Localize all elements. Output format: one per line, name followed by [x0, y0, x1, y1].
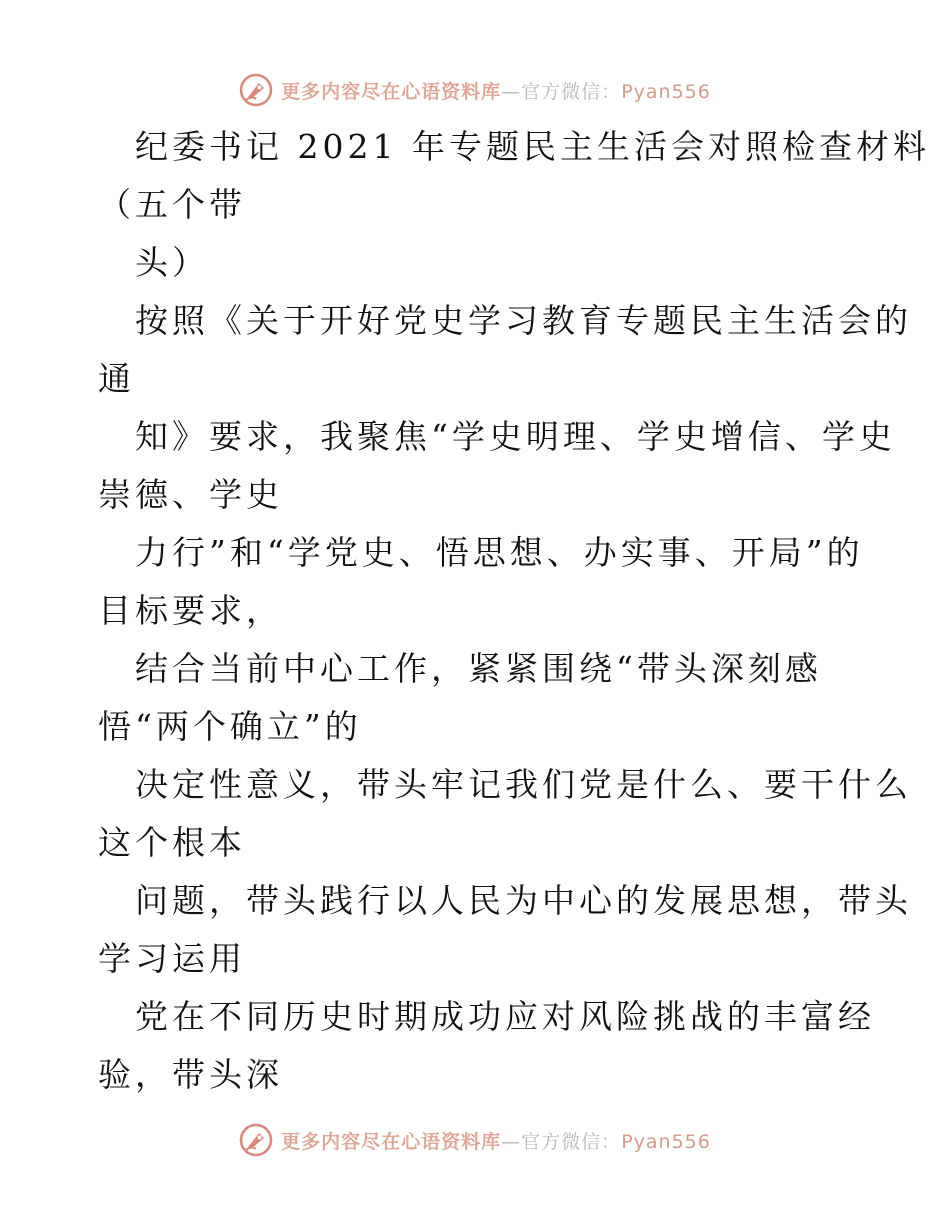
document-title-continued: （五个带 — [98, 185, 246, 224]
footer-watermark-banner — [0, 1120, 950, 1160]
watermark-wechat-label: —官方微信： — [501, 80, 622, 103]
paragraph-line: 悟“两个确立”的 — [98, 707, 362, 746]
paragraph-line: 学习运用 — [98, 939, 246, 978]
watermark-text — [281, 77, 711, 104]
paragraph-line: 这个根本 — [98, 823, 246, 862]
watermark-site-name: 更多内容尽在心语资料库 — [281, 80, 502, 103]
watermark-site-name: 更多内容尽在心语资料库 — [281, 1130, 502, 1153]
paragraph-line: 力行”和“学党史、悟思想、办实事、开局”的 — [135, 533, 864, 572]
paragraph-line: 验，带头深 — [98, 1055, 283, 1094]
paragraph-line: 决定性意义，带头牢记我们党是什么、要干什么 — [135, 765, 912, 804]
paragraph-line: 按照《关于开好党史学习教育专题民主生活会的 — [135, 301, 912, 340]
paragraph-line: 党在不同历史时期成功应对风险挑战的丰富经 — [135, 997, 875, 1036]
watermark-wechat-id: Pyan556 — [621, 1130, 711, 1153]
watermark-wechat-label: —官方微信： — [501, 1130, 622, 1153]
paragraph-line: 通 — [98, 359, 135, 398]
pen-nib-logo-icon — [239, 73, 273, 107]
header-watermark-banner — [0, 70, 950, 110]
watermark-text — [281, 1127, 711, 1154]
paragraph-line: 问题，带头践行以人民为中心的发展思想，带头 — [135, 881, 912, 920]
document-title-end: 头） — [135, 243, 209, 282]
paragraph-line: 崇德、学史 — [98, 475, 283, 514]
paragraph-line: 目标要求， — [98, 591, 283, 630]
document-title: 纪委书记 2021 年专题民主生活会对照检查材料 — [135, 127, 930, 166]
watermark-wechat-id: Pyan556 — [621, 80, 711, 103]
pen-nib-logo-icon — [239, 1123, 273, 1157]
paragraph-line: 结合当前中心工作，紧紧围绕“带头深刻感 — [135, 649, 822, 688]
paragraph-line: 知》要求，我聚焦“学史明理、学史增信、学史 — [135, 417, 896, 456]
